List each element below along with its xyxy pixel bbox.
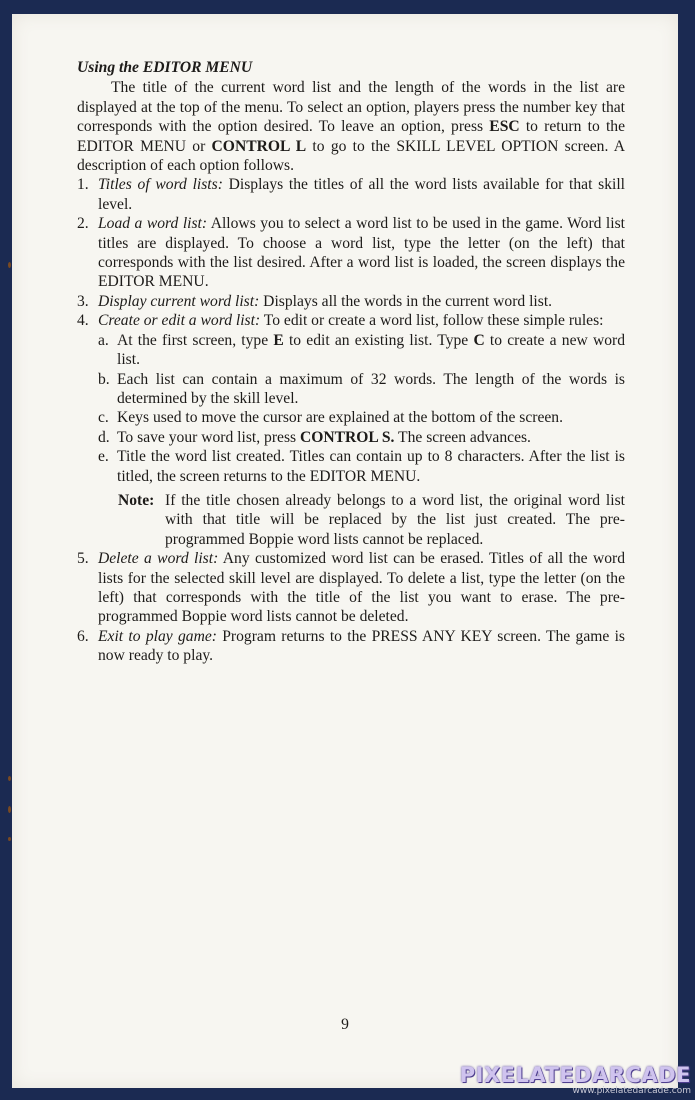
paper-speck <box>8 262 11 268</box>
item-title: Create or edit a word list: <box>98 312 261 330</box>
key-control-s: CONTROL S. <box>299 428 395 446</box>
sub-item-b: b. Each list can contain a maximum of 32 words. The length of the words is determined by the skill level. <box>98 370 625 407</box>
intro-paragraph: The title of the current word list and the length of the words in the list are displayed at the top of the menu. To select an option, players press the number key that corresponds with the option desired. To leave an option, press ESC to return to the EDITOR MENU or CONTROL L to go to the SKILL LEVEL OPTION screen. A description of each option follows. <box>77 79 626 175</box>
item-title: Exit to play game: <box>98 627 217 645</box>
paper-speck <box>8 806 11 813</box>
note-label: Note: <box>118 491 155 509</box>
list-item: 4. Create or edit a word list: To edit or create a word list, follow these simple rules: <box>77 312 604 330</box>
sub-item-e: e. Title the word list created. Titles can contain up to 8 characters. After the list is titled, the screen returns to the EDITOR MENU. <box>98 448 625 485</box>
sub-item-c: c. Keys used to move the cursor are explained at the bottom of the screen. <box>98 409 564 427</box>
paper-speck <box>8 776 11 781</box>
key-c: C <box>473 331 485 349</box>
manual-page <box>12 14 678 1088</box>
watermark-brand: PIXELATEDARCADE <box>459 1063 691 1087</box>
list-item: 5. Delete a word list: Any customized word list can be erased. Titles of all the word lists for the selected skill level are displayed. To delete a list, type the letter (on the left) that corresponds with the title of the list you want to erase. The pre-programmed Boppie word lists cannot be deleted. <box>77 550 625 626</box>
page-content <box>77 58 625 666</box>
key-esc: ESC <box>489 118 520 136</box>
list-item: 1. Titles of word lists: Displays the titles of all the word lists available for that skill level. <box>77 176 625 213</box>
page-number: 9 <box>341 1016 349 1033</box>
item-title: Display current word list: <box>98 292 260 310</box>
watermark-url: www.pixelatedarcade.com <box>572 1086 691 1096</box>
paper-speck <box>8 837 11 841</box>
sub-item-d: d. To save your word list, press CONTROL S. The screen advances. <box>98 428 531 446</box>
list-item: 6. Exit to play game: Program returns to the PRESS ANY KEY screen. The game is now ready to play. <box>77 627 625 665</box>
note-text: If the title chosen already belongs to a word list, the original word list with that title will be replaced by the list just created. The pre-programmed Boppie word lists cannot be replaced. <box>165 491 625 548</box>
section-heading: Using the EDITOR MENU <box>77 59 253 76</box>
watermark <box>460 1064 691 1096</box>
item-title: Load a word list: <box>98 215 208 233</box>
item-title: Delete a word list: <box>98 550 219 568</box>
key-e: E <box>273 331 284 349</box>
option-list <box>77 175 625 665</box>
list-item: 3. Display current word list: Displays all the words in the current word list. <box>77 292 553 310</box>
list-item: 2. Load a word list: Allows you to select a word list to be used in the game. Word list titles are displayed. To choose a word list, type the letter (on the left) that corresponds with the list desired. After a word list is loaded, the screen displays the EDITOR MENU. <box>77 215 625 291</box>
item-title: Titles of word lists: <box>98 176 223 194</box>
sub-item-a: a. At the first screen, type E to edit an existing list. Type C to create a new word list. <box>98 331 626 369</box>
note <box>118 491 625 549</box>
key-control-l: CONTROL L <box>211 137 307 155</box>
